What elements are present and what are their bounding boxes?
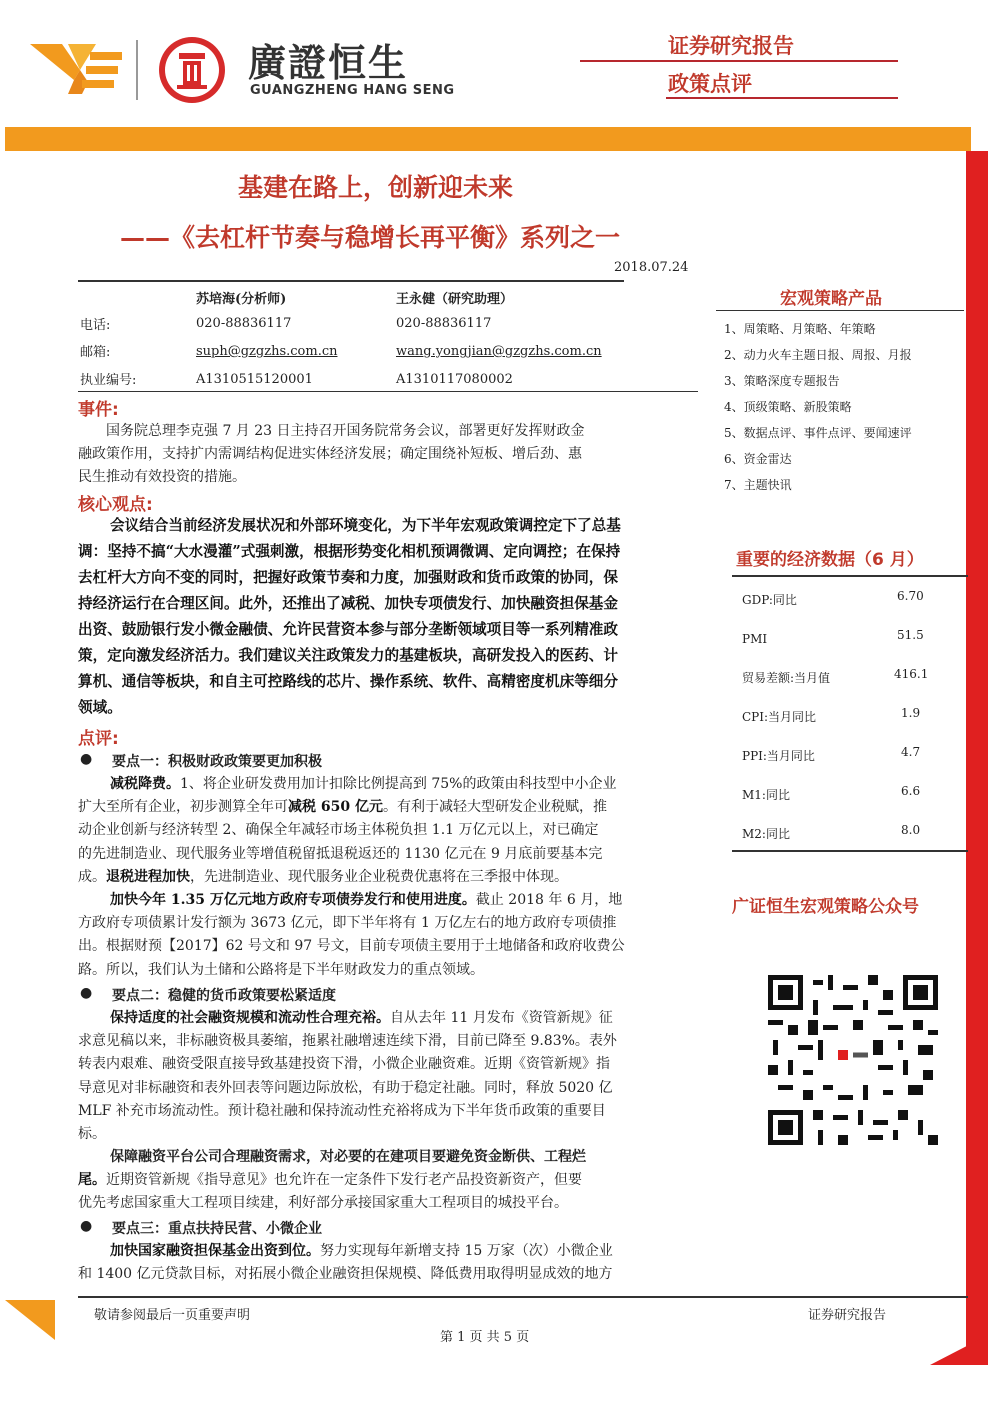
page-number: 第 1 页 共 5 页 [440,1330,530,1345]
footer-red-triangle-icon [930,1335,988,1369]
author-2-license: A1310117080002 [396,372,513,387]
products-rule [716,310,964,311]
footer-disclaimer: 敬请参阅最后一页重要声明 [94,1308,251,1323]
econ-row: PMI 51.5 [742,628,924,646]
orange-banner [5,127,971,151]
report-subtitle: ——《去杠杆节奏与稳增长再平衡》系列之一 [120,223,621,252]
report-date: 2018.07.24 [614,260,689,275]
product-item: 7、主题快讯 [724,478,792,492]
author-1-license: A1310515120001 [196,372,313,387]
header-divider [666,97,898,99]
wechat-heading: 广证恒生宏观策略公众号 [732,897,919,917]
econ-bottom-rule [732,850,968,852]
event-paragraph: 国务院总理李克强 7 月 23 日主持召开国务院常务会议，部署更好发挥财政金 融政策作用，支持扩内需调结构促进实体经济发展；确定围绕补短板、增后劲、惠 民生推动有效投资的措施。 [78,423,585,486]
seal-logo-icon [157,35,227,105]
point-1-title: 要点一：积极财政政策要更加积极 [112,754,322,770]
point-3-paragraph: 加快国家融资担保基金出资到位。努力实现每年新增支持 15 万家（次）小微企业 和 1400 亿元贷款目标，对拓展小微企业融资担保规模、降低费用取得明显成效的地方 [78,1243,613,1283]
bullet-icon: ● [80,1218,93,1234]
bullet-icon: ● [80,985,93,1001]
product-item: 6、资金雷达 [724,452,792,466]
report-subtype: 政策点评 [668,72,752,96]
products-list [724,320,964,502]
author-1-email[interactable]: suph@gzgzhs.com.cn [196,344,338,359]
author-2-name: 王永健（研究助理） [396,292,514,307]
report-title: 基建在路上，创新迎未来 [238,173,514,202]
econ-row: 贸易差额:当月值 416.1 [742,667,929,685]
footer-triangle-icon [5,1300,55,1344]
product-item: 3、策略深度专题报告 [724,374,840,388]
econ-row: M1:同比 6.6 [742,784,921,802]
point-1-paragraph: 减税降费。1、将企业研发费用加计扣除比例提高到 75%的政策由科技型中小企业 扩大至所有企业，初步测算全年可减税 650 亿元。有利于减轻大型研发企业税赋，推 动企业创新与经济转型 2、确保全年减轻市场主体税负担 1.1 万亿元以上，对已确定 的先进制造业、现代服务业等增值税留抵退税返还的 1130 亿元在 9 月底前要基本完 成。退税进程加快，先进制造业、现代服务业企业税费优惠将在三季报中体现。 [78,776,617,885]
econ-rule [732,575,968,577]
point-2-title: 要点二：稳健的货币政策要松紧适度 [112,988,336,1004]
side-red-bar [966,151,988,1351]
product-item: 5、数据点评、事件点评、要闻速评 [724,426,912,440]
title-rule [78,280,624,282]
brand-name-en: GUANGZHENG HANG SENG [250,83,455,98]
phone-label: 电话: [80,318,111,333]
report-type: 证券研究报告 [668,34,794,58]
author-1-phone: 020-88836117 [196,316,292,331]
product-item: 4、顶级策略、新股策略 [724,400,852,414]
core-heading: 核心观点: [78,495,153,515]
authors-rule [78,391,698,392]
qr-code-icon [768,975,938,1145]
bullet-icon: ● [80,751,93,767]
license-label: 执业编号: [80,373,137,388]
econ-row: M2:同比 8.0 [742,823,921,841]
author-1-name: 苏培海(分析师) [196,292,287,307]
econ-row: CPI:当月同比 1.9 [742,706,921,724]
product-item: 2、动力火车主题日报、周报、月报 [724,348,912,362]
yf-logo-icon [28,30,168,110]
econ-heading: 重要的经济数据（6 月） [736,550,924,570]
header-divider [580,60,898,62]
econ-table [742,589,952,862]
point-1-paragraph-2: 加快今年 1.35 万亿元地方政府专项债券发行和使用进度。截止 2018 年 6 月，地 方政府专项债累计发行额为 3673 亿元，即下半年将有 1 万亿左右的地方政府专项债推 出。根据财预【2017】62 号文和 97 号文，目前专项债主要用于土地储备和政府收费公 路。所以，我们认为土储和公路将是下半年财政发力的重点领域。 [78,892,625,978]
footer-report-type: 证券研究报告 [808,1308,887,1323]
point-3-title: 要点三：重点扶持民营、小微企业 [112,1221,322,1237]
product-item: 1、周策略、月策略、年策略 [724,322,876,336]
email-label: 邮箱: [80,345,111,360]
products-heading: 宏观策略产品 [780,289,882,309]
point-2-paragraph-2: 保障融资平台公司合理融资需求，对必要的在建项目要避免资金断供、工程烂 尾。近期资管新规《指导意见》也允许在一定条件下发行老产品投资新资产，但要 优先考虑国家重大工程项目续建，利好部分承接国家重大工程项目的城投平台。 [78,1149,586,1212]
brand-name-cn: 廣證恒生 [248,41,409,85]
footer-rule [78,1296,968,1298]
core-paragraph: 会议结合当前经济发展状况和外部环境变化，为下半年宏观政策调控定下了总基 调：坚持不搞“大水漫灌”式强刺激，根据形势变化相机预调微调、定向调控；在保持 去杠杆大方向不变的同时，把握好政策节奏和力度，加强财政和货币政策的协同，保 持经济运行在合理区间。此外，还推出了减税、加快专项债发行、加快融资担保基金 出资、鼓励银行发小微金融债、允许民营资本参与部分垄断领域项目等一系列精准政 策，定向激发经济活力。我们建议关注政策发力的基建板块，高研发投入的医药、计 算机、通信等板块，和自主可控路线的芯片、操作系统、软件、高精密度机床等细分 领域。 [78,517,621,716]
event-heading: 事件: [78,400,119,420]
point-2-paragraph: 保持适度的社会融资规模和流动性合理充裕。自从去年 11 月发布《资管新规》征 求意见稿以来，非标融资极具萎缩，拖累社融增速连续下滑，目前已降至 9.83%。表外 转表内艰难、融资受限直接导致基建投资下滑，小微企业融资难。近期《资管新规》指 导意见对非标融资和表外回表等问题边际放松，有助于稳定社融。同时，释放 5020 亿 MLF 补充市场流动性。预计稳社融和保持流动性充裕将成为下半年货币政策的重要目 标。 [78,1010,617,1143]
author-2-email[interactable]: wang.yongjian@gzgzhs.com.cn [396,344,602,359]
author-2-phone: 020-88836117 [396,316,492,331]
econ-row: PPI:当月同比 4.7 [742,745,921,763]
econ-row: GDP:同比 6.70 [742,589,924,607]
review-heading: 点评: [78,729,119,749]
